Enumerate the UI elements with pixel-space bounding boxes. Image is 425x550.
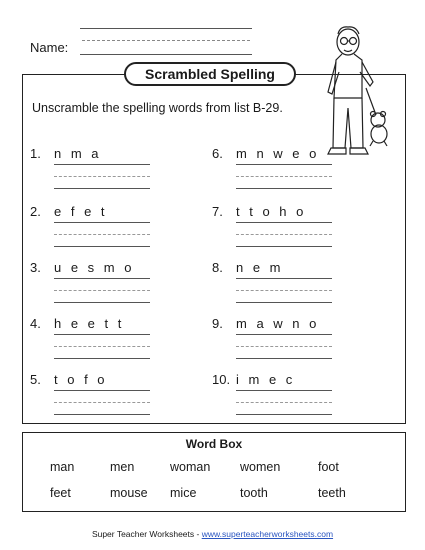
answer-dashed-line	[54, 176, 150, 177]
name-label: Name:	[30, 40, 69, 55]
answer-line[interactable]	[236, 414, 332, 415]
answer-line[interactable]	[54, 414, 150, 415]
name-dashed-line	[82, 40, 250, 41]
scrambled-word: n e m	[236, 260, 284, 275]
answer-top-line	[236, 164, 332, 165]
item-number: 2.	[30, 204, 41, 219]
scramble-item-6	[212, 146, 372, 198]
answer-dashed-line	[236, 234, 332, 235]
answer-top-line	[54, 164, 150, 165]
answer-line[interactable]	[236, 188, 332, 189]
answer-dashed-line	[236, 346, 332, 347]
answer-line[interactable]	[236, 302, 332, 303]
footer-text: Super Teacher Worksheets -	[91, 529, 202, 539]
answer-dashed-line	[236, 176, 332, 177]
item-number: 6.	[212, 146, 223, 161]
word-box-word: tooth	[240, 486, 268, 500]
item-number: 4.	[30, 316, 41, 331]
footer	[0, 529, 425, 539]
answer-top-line	[236, 334, 332, 335]
word-box-word: teeth	[318, 486, 346, 500]
scrambled-word: i m e c	[236, 372, 296, 387]
word-box-word: feet	[50, 486, 71, 500]
word-box-word: men	[110, 460, 135, 474]
answer-dashed-line	[236, 402, 332, 403]
name-write-line[interactable]	[80, 54, 252, 55]
scramble-item-5	[30, 372, 190, 424]
instructions: Unscramble the spelling words from list B-29.	[32, 101, 283, 115]
scramble-item-8	[212, 260, 372, 312]
scramble-item-9	[212, 316, 372, 368]
scramble-item-4	[30, 316, 190, 368]
word-box-word: foot	[318, 460, 339, 474]
scramble-item-7	[212, 204, 372, 256]
answer-dashed-line	[236, 290, 332, 291]
answer-dashed-line	[54, 290, 150, 291]
item-number: 8.	[212, 260, 223, 275]
scrambled-word: t o f o	[54, 372, 108, 387]
item-number: 5.	[30, 372, 41, 387]
word-box-word: women	[240, 460, 281, 474]
scramble-item-2	[30, 204, 190, 256]
scrambled-word: u e s m o	[54, 260, 135, 275]
worksheet-title: Scrambled Spelling	[124, 62, 296, 86]
scrambled-word: e f e t	[54, 204, 108, 219]
answer-dashed-line	[54, 346, 150, 347]
scramble-item-1	[30, 146, 190, 198]
name-line-top	[80, 28, 252, 29]
answer-top-line	[54, 222, 150, 223]
answer-dashed-line	[54, 402, 150, 403]
answer-line[interactable]	[54, 246, 150, 247]
answer-line[interactable]	[54, 188, 150, 189]
answer-top-line	[236, 222, 332, 223]
scramble-item-10	[212, 372, 372, 424]
item-number: 7.	[212, 204, 223, 219]
answer-line[interactable]	[54, 358, 150, 359]
answer-top-line	[236, 278, 332, 279]
answer-top-line	[54, 278, 150, 279]
answer-line[interactable]	[236, 246, 332, 247]
scrambled-word: t t o h o	[236, 204, 307, 219]
word-box-word: mouse	[110, 486, 148, 500]
item-number: 1.	[30, 146, 41, 161]
word-box-word: woman	[170, 460, 211, 474]
word-box-title: Word Box	[185, 437, 243, 451]
answer-top-line	[54, 334, 150, 335]
answer-top-line	[54, 390, 150, 391]
footer-link[interactable]: www.superteacherworksheets.com	[201, 529, 334, 539]
answer-line[interactable]	[54, 302, 150, 303]
item-number: 10.	[212, 372, 231, 387]
scrambled-word: m n w e o	[236, 146, 320, 161]
item-number: 9.	[212, 316, 223, 331]
word-box-word: man	[50, 460, 75, 474]
scrambled-word: n m a	[54, 146, 102, 161]
answer-dashed-line	[54, 234, 150, 235]
item-number: 3.	[30, 260, 41, 275]
answer-top-line	[236, 390, 332, 391]
scrambled-word: m a w n o	[236, 316, 320, 331]
word-box-word: mice	[170, 486, 197, 500]
answer-line[interactable]	[236, 358, 332, 359]
scramble-item-3	[30, 260, 190, 312]
scrambled-word: h e e t t	[54, 316, 125, 331]
